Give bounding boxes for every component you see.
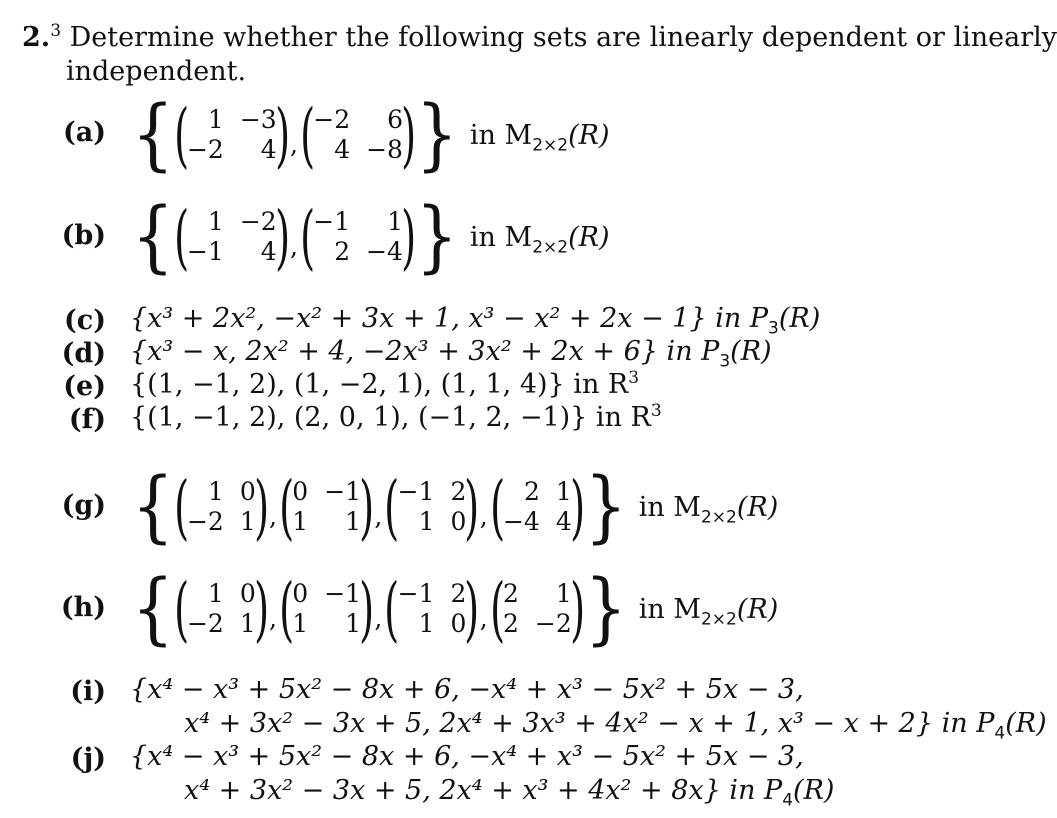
- item-j-label: (j): [70, 743, 106, 774]
- set-brace: }: [584, 462, 627, 552]
- matrix-entry: −1: [324, 579, 362, 608]
- matrix-paren: ): [253, 466, 269, 548]
- matrix: [173, 196, 290, 278]
- separator-comma: ,: [479, 603, 488, 633]
- matrix-paren: (: [384, 568, 400, 650]
- matrix-entry: 0: [292, 477, 309, 506]
- item-h-space: in $M_{2\times 2}(R)$: [638, 593, 779, 629]
- matrix-entry: 1: [555, 477, 572, 506]
- matrix-paren: ): [569, 568, 585, 650]
- matrix-paren: (: [173, 466, 189, 548]
- matrix-entry: 4: [334, 135, 351, 164]
- matrix-paren: (: [173, 94, 189, 176]
- item-a-space: in $M_{2\times 2}(R)$: [469, 119, 610, 155]
- matrix-entry: 6: [387, 105, 403, 134]
- item-b-label: (b): [61, 220, 106, 251]
- item-d-label: (d): [61, 338, 106, 369]
- item-f-text: {(1, −1, 2), (2, 0, 1), (−1, 2, −1)} in $R^3$: [130, 401, 662, 433]
- problem-superscript: 3: [50, 21, 62, 41]
- matrix-entry: 1: [387, 207, 403, 236]
- separator-comma: ,: [289, 231, 298, 261]
- item-i-label: (i): [70, 676, 106, 707]
- separator-comma: ,: [269, 501, 277, 531]
- matrix-entry: −2: [186, 135, 224, 164]
- matrix-entry: −4: [502, 507, 540, 536]
- matrix-entry: 0: [450, 609, 467, 638]
- set-brace: }: [416, 192, 459, 282]
- matrix-entry: 0: [450, 507, 467, 536]
- matrix-entry: −2: [313, 105, 351, 134]
- separator-comma: ,: [374, 501, 383, 531]
- matrix-entry: −1: [324, 477, 362, 506]
- matrix-entry: 0: [239, 579, 256, 608]
- matrix-entry: 0: [292, 579, 309, 608]
- matrix: [300, 196, 417, 278]
- item-g-space: in $M_{2\times 2}(R)$: [638, 491, 779, 527]
- matrix-paren: (: [279, 466, 295, 548]
- matrix-entry: −4: [366, 237, 403, 266]
- separator-comma: ,: [479, 501, 488, 531]
- problem-number: 2.: [22, 22, 51, 53]
- matrix-entry: 1: [207, 477, 224, 506]
- matrix-entry: 1: [345, 507, 362, 536]
- matrix: [173, 94, 290, 176]
- item-c-label: (c): [64, 305, 106, 336]
- matrix-paren: ): [274, 94, 290, 176]
- matrix-paren: (: [279, 568, 295, 650]
- item-e-text: {(1, −1, 2), (1, −2, 1), (1, 1, 4)} in $R^3$: [130, 368, 640, 400]
- item-i-line2: x⁴ + 3x² − 3x + 5, 2x⁴ + 3x³ + 4x² − x + 1, x³ − x + 2} in $P_4(R)$: [184, 708, 1047, 744]
- item-a-label: (a): [62, 117, 106, 148]
- matrix-paren: ): [401, 94, 417, 176]
- matrix-paren: (: [489, 466, 505, 548]
- matrix: [279, 568, 375, 650]
- matrix-entry: −1: [397, 579, 435, 608]
- matrix-paren: ): [401, 196, 417, 278]
- item-a-set: [130, 90, 609, 180]
- matrix-entry: 1: [418, 609, 435, 638]
- matrix-entry: −1: [397, 477, 435, 506]
- item-i-line1: {x⁴ − x³ + 5x² − 8x + 6, −x⁴ + x³ − 5x² + 5x − 3,: [130, 674, 804, 705]
- item-f-label: (f): [68, 404, 106, 435]
- matrix-entry: −2: [186, 609, 224, 638]
- matrix-entry: 1: [207, 579, 224, 608]
- matrix-entry: 2: [502, 579, 519, 608]
- right-brace: }: [416, 90, 459, 180]
- matrix: [489, 466, 585, 548]
- matrix-entry: −3: [239, 105, 277, 134]
- problem-statement-line2: independent.: [66, 56, 247, 87]
- item-e-label: (e): [63, 371, 106, 402]
- matrix-paren: ): [253, 568, 269, 650]
- matrix-entry: −2: [534, 609, 572, 638]
- set-brace: }: [584, 564, 627, 654]
- item-j-line1: {x⁴ − x³ + 5x² − 8x + 6, −x⁴ + x³ − 5x² + 5x − 3,: [130, 741, 804, 772]
- matrix-paren: ): [359, 568, 375, 650]
- problem-header: [22, 22, 1057, 54]
- matrix-entry: −1: [186, 237, 224, 266]
- matrix: [300, 94, 417, 176]
- matrix: [173, 466, 269, 548]
- set-brace: {: [131, 564, 174, 654]
- matrix-paren: (: [489, 568, 505, 650]
- matrix: [279, 466, 375, 548]
- matrix-entry: 1: [207, 207, 224, 236]
- matrix-paren: (: [300, 196, 316, 278]
- separator-comma: ,: [289, 129, 298, 159]
- matrix-paren: ): [464, 466, 480, 548]
- matrix: [489, 568, 585, 650]
- matrix-entry: 1: [292, 507, 309, 536]
- item-d-text: {x³ − x, 2x² + 4, −2x³ + 3x² + 2x + 6} in $P_3(R)$: [130, 336, 772, 372]
- matrix-entry: 1: [345, 609, 362, 638]
- matrix-entry: 1: [239, 507, 256, 536]
- set-brace: {: [131, 462, 174, 552]
- matrix-entry: 2: [334, 237, 351, 266]
- matrix-entry: 2: [450, 477, 467, 506]
- matrix-entry: 4: [555, 507, 572, 536]
- matrix-paren: ): [359, 466, 375, 548]
- matrix-entry: −1: [313, 207, 351, 236]
- separator-comma: ,: [269, 603, 277, 633]
- set-brace: {: [131, 192, 174, 282]
- matrix-paren: ): [464, 568, 480, 650]
- matrix-paren: ): [274, 196, 290, 278]
- item-b-set: [130, 192, 609, 282]
- matrix-paren: (: [173, 568, 189, 650]
- matrix-entry: −2: [186, 507, 224, 536]
- problem-statement-line1: Determine whether the following sets are linearly dependent or linearly: [69, 22, 1057, 53]
- item-h-set: [130, 564, 778, 654]
- matrix-paren: (: [384, 466, 400, 548]
- matrix-entry: 1: [555, 579, 572, 608]
- item-c-text: {x³ + 2x², −x² + 3x + 1, x³ − x² + 2x − 1} in $P_3(R)$: [130, 303, 821, 339]
- matrix: [173, 568, 269, 650]
- matrix-entry: 2: [450, 579, 467, 608]
- matrix-entry: −8: [366, 135, 403, 164]
- item-h-label: (h): [60, 592, 106, 623]
- matrix: [384, 466, 480, 548]
- problem-statement-line2-row: [66, 56, 246, 88]
- matrix-entry: 2: [502, 609, 519, 638]
- matrix-entry: 4: [260, 237, 277, 266]
- matrix-entry: 1: [418, 507, 435, 536]
- matrix-entry: 4: [260, 135, 277, 164]
- matrix-paren: ): [569, 466, 585, 548]
- matrix-entry: 2: [523, 477, 540, 506]
- item-g-set: [130, 462, 778, 552]
- matrix-paren: (: [173, 196, 189, 278]
- matrix-entry: 1: [207, 105, 224, 134]
- matrix: [384, 568, 480, 650]
- matrix-entry: −2: [239, 207, 277, 236]
- item-g-label: (g): [61, 490, 106, 521]
- item-j-line2: x⁴ + 3x² − 3x + 5, 2x⁴ + x³ + 4x² + 8x} in $P_4(R)$: [184, 775, 835, 811]
- matrix-paren: (: [300, 94, 316, 176]
- left-brace: {: [131, 90, 174, 180]
- item-b-space: in $M_{2\times 2}(R)$: [469, 221, 610, 257]
- separator-comma: ,: [374, 603, 383, 633]
- matrix-entry: 1: [292, 609, 309, 638]
- matrix-entry: 1: [239, 609, 256, 638]
- matrix-entry: 0: [239, 477, 256, 506]
